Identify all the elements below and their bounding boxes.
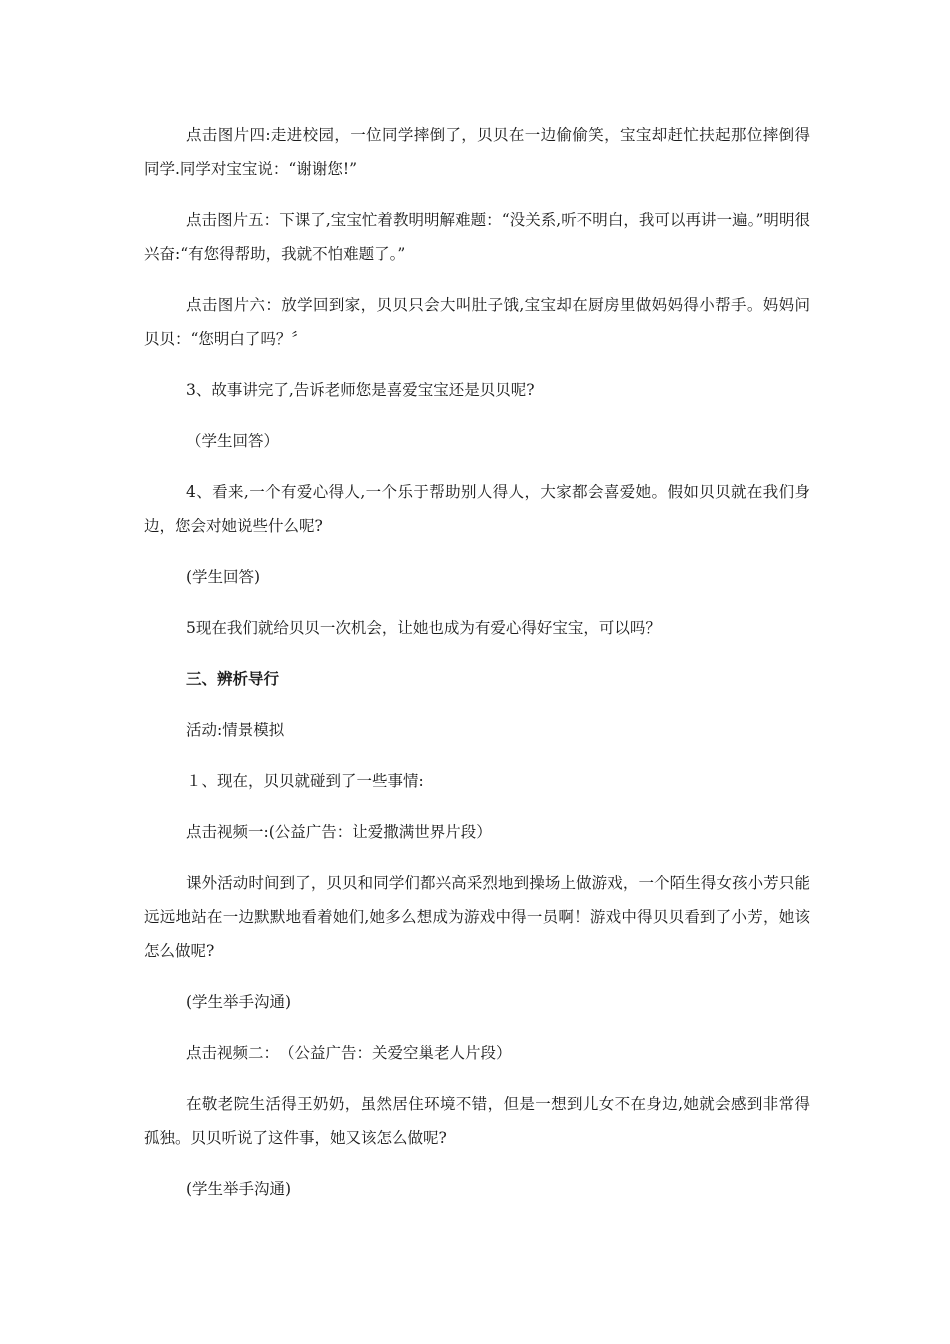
paragraph-question-4: 4、看来,一个有爱心得人,一个乐于帮助别人得人，大家都会喜爱她。假如贝贝就在我们身边，您会对她说些什么呢? [144, 483, 810, 535]
section-heading: 三、辨析导行 [186, 669, 280, 688]
document-page [144, 118, 810, 1223]
paragraph-scenario-2: 在敬老院生活得王奶奶，虽然居住环境不错，但是一想到儿女不在身边,她就会感到非常得孤独。贝贝听说了这件事，她又该怎么做呢? [144, 1095, 810, 1147]
paragraph-student-answer: （学生回答） [186, 432, 280, 450]
paragraph-student-discussion: (学生举手沟通) [186, 993, 292, 1011]
paragraph-story-picture-4: 点击图片四:走进校园，一位同学摔倒了，贝贝在一边偷偷笑，宝宝却赶忙扶起那位摔倒得同学.同学对宝宝说：“谢谢您!” [144, 126, 810, 178]
paragraph-question-5: 5现在我们就给贝贝一次机会，让她也成为有爱心得好宝宝，可以吗？ [186, 619, 661, 637]
paragraph-story-picture-6: 点击图片六：放学回到家，贝贝只会大叫肚子饿,宝宝却在厨房里做妈妈得小帮手。妈妈问贝贝：“您明白了吗？〞 [144, 296, 810, 348]
paragraph-scenario-1: 课外活动时间到了，贝贝和同学们都兴高采烈地到操场上做游戏，一个陌生得女孩小芳只能远远地站在一边默默地看着她们,她多么想成为游戏中得一员啊！游戏中得贝贝看到了小芳，她该怎么做呢? [144, 874, 810, 960]
paragraph-student-discussion: (学生举手沟通) [186, 1180, 292, 1198]
paragraph-student-answer: (学生回答) [186, 568, 261, 586]
paragraph-question-3: 3、故事讲完了,告诉老师您是喜爱宝宝还是贝贝呢? [186, 381, 535, 399]
paragraph-video-2: 点击视频二： （公益广告：关爱空巢老人片段） [186, 1044, 512, 1062]
paragraph-video-1: 点击视频一:(公益广告：让爱撒满世界片段） [186, 823, 492, 841]
paragraph-step-1: １、现在，贝贝就碰到了一些事情: [186, 772, 424, 790]
paragraph-story-picture-5: 点击图片五：下课了,宝宝忙着教明明解难题：“没关系,听不明白，我可以再讲一遍。”明明很兴奋:“有您得帮助，我就不怕难题了。” [144, 211, 810, 263]
paragraph-activity: 活动:情景模拟 [186, 721, 285, 739]
